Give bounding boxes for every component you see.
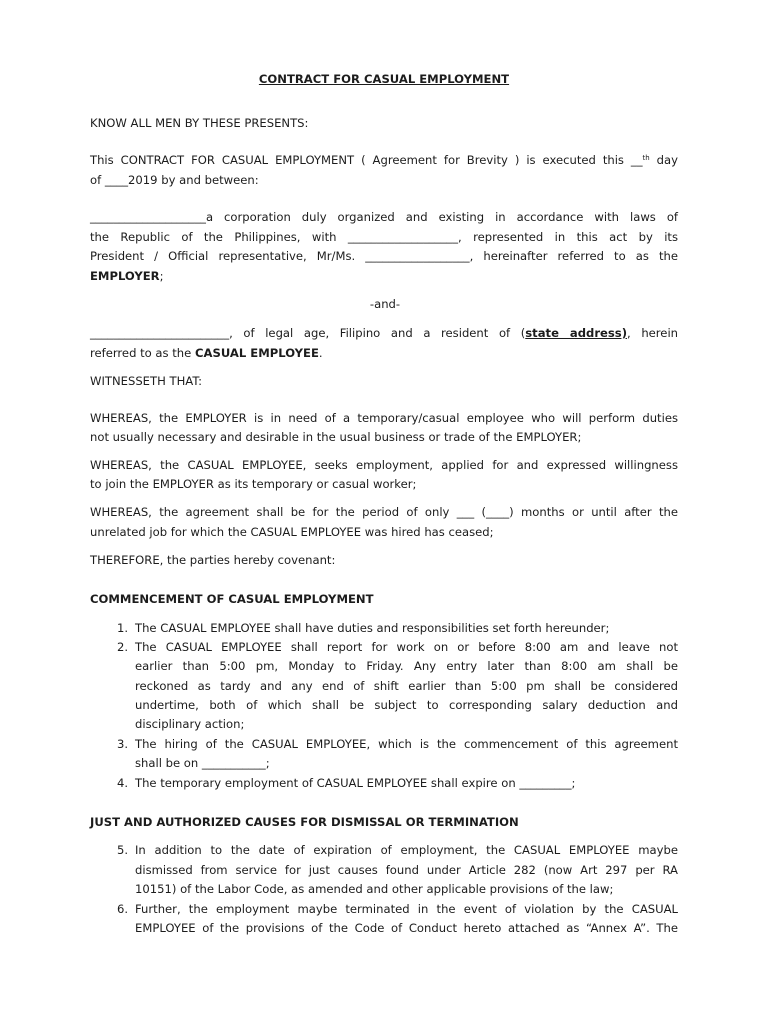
item-line: Further, the employment maybe terminated in the event of violation by the CASUAL bbox=[135, 902, 678, 916]
item-line: In addition to the date of expiration of employment, the CASUAL EMPLOYEE maybe bbox=[135, 843, 678, 857]
item-number: 6. bbox=[116, 902, 128, 916]
item-line: 10151) of the Labor Code, as amended and other applicable provisions of the law; bbox=[135, 882, 614, 896]
employer-label: EMPLOYER bbox=[90, 269, 160, 283]
and-separator: -and- bbox=[369, 297, 401, 311]
item-line: undertime, both of which shall be subject to corresponding salary deduction and bbox=[135, 698, 678, 712]
para1-text: This CONTRACT FOR CASUAL EMPLOYMENT ( Agreement for Brevity ) is executed this __ bbox=[90, 153, 643, 167]
item-number: 5. bbox=[116, 843, 128, 857]
intro-line: KNOW ALL MEN BY THESE PRESENTS: bbox=[90, 116, 309, 130]
state-address: state address) bbox=[525, 326, 628, 340]
item-line: disciplinary action; bbox=[135, 717, 245, 731]
item-line: The CASUAL EMPLOYEE shall report for work on or before 8:00 am and leave not bbox=[135, 640, 678, 654]
therefore-line: THEREFORE, the parties hereby covenant: bbox=[90, 553, 336, 567]
whereas2-line2: to join the EMPLOYER as its temporary or casual worker; bbox=[90, 477, 417, 491]
para1-line1 bbox=[90, 153, 678, 167]
item-line: The hiring of the CASUAL EMPLOYEE, which is the commencement of this agreement bbox=[135, 737, 678, 751]
item-line: reckoned as tardy and any end of shift earlier than 5:00 pm shall be considered bbox=[135, 679, 678, 693]
whereas2-line1: WHEREAS, the CASUAL EMPLOYEE, seeks employment, applied for and expressed willingness bbox=[90, 458, 678, 472]
casual-employee-label: CASUAL EMPLOYEE bbox=[194, 346, 319, 360]
para3-line1 bbox=[90, 326, 678, 340]
item-line: The CASUAL EMPLOYEE shall have duties and responsibilities set forth hereunder; bbox=[135, 621, 610, 635]
whereas3-line2: unrelated job for which the CASUAL EMPLOYEE was hired has ceased; bbox=[90, 525, 494, 539]
para2-line3: President / Official representative, Mr/Ms. __________________, hereinafter referred to as the bbox=[90, 249, 678, 263]
para3-line2 bbox=[90, 346, 678, 360]
item-number: 4. bbox=[116, 776, 128, 790]
item-line: EMPLOYEE of the provisions of the Code of Conduct hereto attached as “Annex A”. The bbox=[135, 921, 678, 935]
item-line: shall be on ___________; bbox=[135, 756, 270, 770]
whereas1-line2: not usually necessary and desirable in the usual business or trade of the EMPLOYER; bbox=[90, 430, 582, 444]
para2-line2: the Republic of the Philippines, with ___________________, represented in this act by its bbox=[90, 230, 678, 244]
document-title: CONTRACT FOR CASUAL EMPLOYMENT bbox=[258, 72, 510, 86]
item-line: The temporary employment of CASUAL EMPLOYEE shall expire on _________; bbox=[135, 776, 576, 790]
para2-line4 bbox=[90, 269, 678, 283]
item-line: dismissed from service for just causes found under Article 282 (now Art 297 per RA bbox=[135, 863, 678, 877]
item-line: earlier than 5:00 pm, Monday to Friday. Any entry later than 8:00 am shall be bbox=[135, 659, 678, 673]
ordinal-suffix: th bbox=[642, 154, 650, 162]
item-number: 1. bbox=[116, 621, 128, 635]
para1-day: day bbox=[649, 153, 679, 167]
para2-line1: ____________________a corporation duly organized and existing in accordance with laws of bbox=[90, 210, 678, 224]
whereas1-line1: WHEREAS, the EMPLOYER is in need of a temporary/casual employee who will perform duties bbox=[90, 411, 678, 425]
section1-heading: COMMENCEMENT OF CASUAL EMPLOYMENT bbox=[90, 592, 374, 606]
whereas3-line1: WHEREAS, the agreement shall be for the period of only ___ (____) months or until after the bbox=[90, 505, 678, 519]
item-number: 3. bbox=[116, 737, 128, 751]
para2-end: ; bbox=[159, 269, 164, 283]
para3-referred: referred to as the bbox=[90, 346, 195, 360]
item-number: 2. bbox=[116, 640, 128, 654]
para3-end: . bbox=[318, 346, 323, 360]
section2-heading: JUST AND AUTHORIZED CAUSES FOR DISMISSAL OR TERMINATION bbox=[90, 815, 519, 829]
para3-text: ________________________, of legal age, Filipino and a resident of ( bbox=[90, 326, 526, 340]
para1-line2: of ____2019 by and between: bbox=[90, 173, 259, 187]
witnesseth-line: WITNESSETH THAT: bbox=[90, 374, 203, 388]
para3-herein: , herein bbox=[627, 326, 679, 340]
